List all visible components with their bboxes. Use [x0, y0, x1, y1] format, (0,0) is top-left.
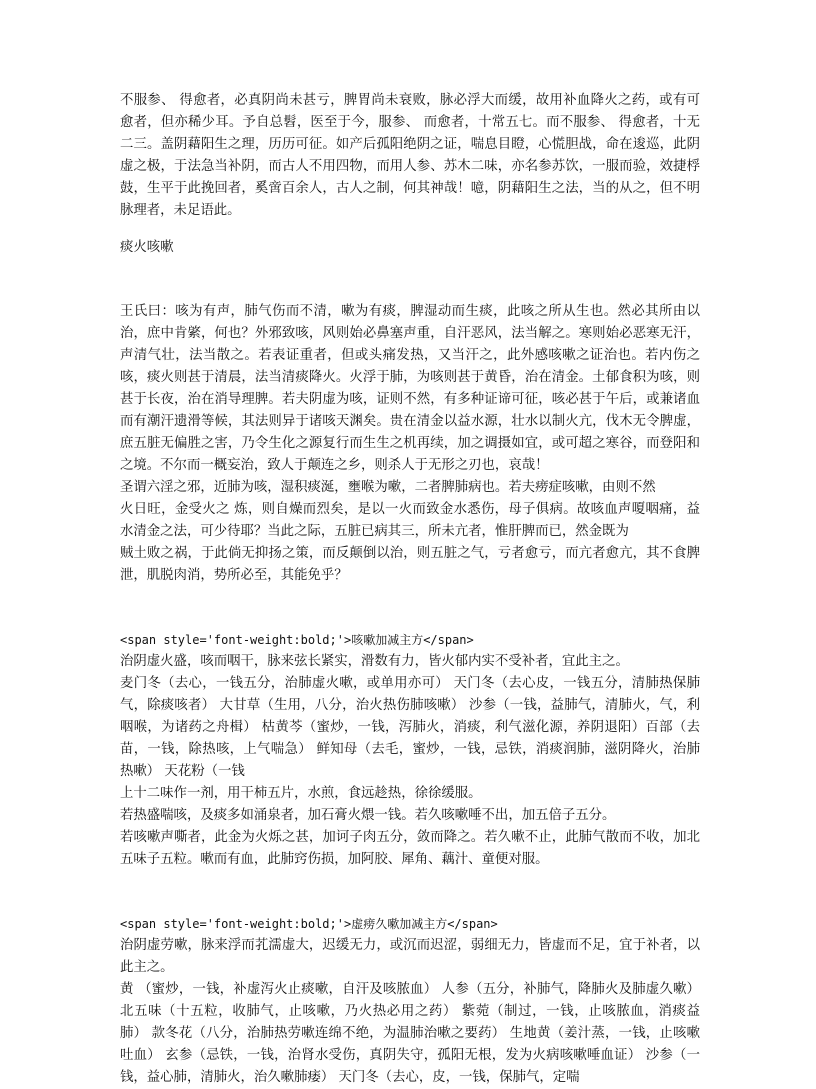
five-organs-line-3: 贼土败之祸，于此倘无抑扬之策，而反颠倒以治，则五脏之气，亏者愈亏，而亢者愈亢，其不食脾泄，肌脱肉消，势所必至，其能免乎？ [120, 546, 700, 583]
formula1-herbs: 麦门冬（去心，一钱五分，治肺虚火嗽，或单用亦可） 天门冬（去心皮，一钱五分，清肺热保肺气，除痰咳者） 大甘草（生用，八分，治火热伤肺咳嗽） 沙参（一钱，益肺气，清肺火，气，利咽喉，为诸药之舟楫） 枯黄芩（蜜炒，一钱，泻肺火，消痰，利气滋化源，养阴退阳）百部（去苗，一钱，除热咳，上气喘急） 鲜知母（去毛，蜜炒，一钱，忌铁，消痰润肺，滋阴降火，治肺热嗽） 天花粉（一钱 [120, 676, 700, 779]
formula1-dosage: 上十二味作一剂，用干柿五片，水煎，食远趁热，徐徐缓服。 [120, 786, 482, 801]
intro-paragraph: 不服参、 得愈者，必真阴尚未甚亏，脾胃尚未衰败，脉必浮大而缓，故用补血降火之药，或有可愈者，但亦稀少耳。予自总髫，医至于今，服参、 而愈者，十常五七。而不服参、 得愈者，十无二三。盖阴藉阳生之理，历历可征。如产后孤阳绝阴之证，喘息目瞪，心慌胆战，命在逡巡，此阴虚之极，于法急当补阴，而古人不用四物，而用人参、苏木二味，亦名参苏饮，一服而验，效捷桴鼓，生平于此挽回者，奚啻百余人，古人之制，何其神哉！噫，阴藉阳生之法，当的从之，但不明脉理者，未足语此。 [120, 93, 700, 218]
formula2-herbs: 黄 （蜜炒，一钱，补虚泻火止痰嗽，自汗及咳脓血） 人参（五分，补肺气，降肺火及肺虚久嗽） 北五味（十五粒，收肺气，止咳嗽，乃火热必用之药） 紫菀（制过，一钱，止咳脓血，消痰益肺） 款冬花（八分，治肺热劳嗽连绵不绝，为温肺治嗽之要药） 生地黄（姜汁蒸，一钱，止咳嗽吐血） 玄参（忌铁，一钱，治肾水受伤，真阴失守，孤阳无根，发为火病咳嗽唾血证） 沙参（一钱，益心肺，清肺火，治久嗽肺痿） 天门冬（去心，皮，一钱，保肺气，定喘 [120, 982, 700, 1085]
formula1-modification-1: 若热盛喘咳，及痰多如涌泉者，加石膏火煨一钱。若久咳嗽唾不出，加五倍子五分。 [120, 808, 616, 823]
section-heading: 痰火咳嗽 [120, 240, 174, 255]
formula2-title: <span style='font-weight:bold;'>虚痨久嗽加减主方</span> [120, 917, 498, 931]
five-organs-line-1: 圣谓六淫之邪，近肺为咳，湿积痰涎，壅喉为嗽，二者脾肺病也。若夫痨症咳嗽，由则不然 [120, 480, 656, 495]
spacer [120, 871, 700, 913]
document-page [120, 90, 700, 1089]
formula1-title: <span style='font-weight:bold;'>咳嗽加减主方</span> [120, 633, 474, 647]
formula1-indication: 治阴虚火盛，咳而咽干，脉来弦长紧实，滑数有力，皆火郁内实不受补者，宜此主之。 [120, 654, 629, 669]
formula1-modification-2: 若咳嗽声嘶者，此金为火烁之甚，加诃子肉五分，敛而降之。若久嗽不止，此肺气散而不收，加北五味子五粒。嗽而有血，此肺窍伤损，加阿胶、犀角、藕汁、童便对服。 [120, 830, 700, 867]
five-organs-line-2: 火日旺，金受火之 炼，则自燥而烈矣，是以一火而致金水悉伤，母子俱病。故咳血声嗄咽痛，益水清金之法，可少待耶？当此之际，五脏已病其三，所未亢者，惟肝脾而已，然金既为 [120, 502, 700, 539]
spacer [120, 259, 700, 301]
formula2-indication: 治阴虚劳嗽，脉来浮而芤濡虚大，迟缓无力，或沉而迟涩，弱细无力，皆虚而不足，宜于补者，以此主之。 [120, 938, 700, 975]
spacer [120, 587, 700, 629]
wang-paragraph: 王氏曰：咳为有声，肺气伤而不清，嗽为有痰，脾湿动而生痰，此咳之所从生也。然必其所由以治，庶中肯綮，何也？外邪致咳，风则始必鼻塞声重，自汗恶风，法当解之。寒则始必恶寒无汗，声清气壮，法当散之。若表证重者，但或头痛发热，又当汗之，此外感咳嗽之证治也。若内伤之咳，痰火则甚于清晨，法当清痰降火。火浮于肺，为咳则甚于黄昏，治在清金。土郁食积为咳，则甚于长夜，治在消导理脾。若夫阴虚为咳，证则不然，有多种证谛可征，咳必甚于午后，或兼诸血而有潮汗遗滑等候，其法则异于诸咳天渊矣。贵在清金以益水源，壮水以制火亢，伐木无令脾虚，庶五脏无偏胜之害，乃令生化之源复行而生生之机再续，加之调摄如宜，或可超之寒谷，而登阳和之境。不尔而一概妄治，致人于颠连之乡，则杀人于无形之刃也，哀哉！ [120, 304, 700, 473]
